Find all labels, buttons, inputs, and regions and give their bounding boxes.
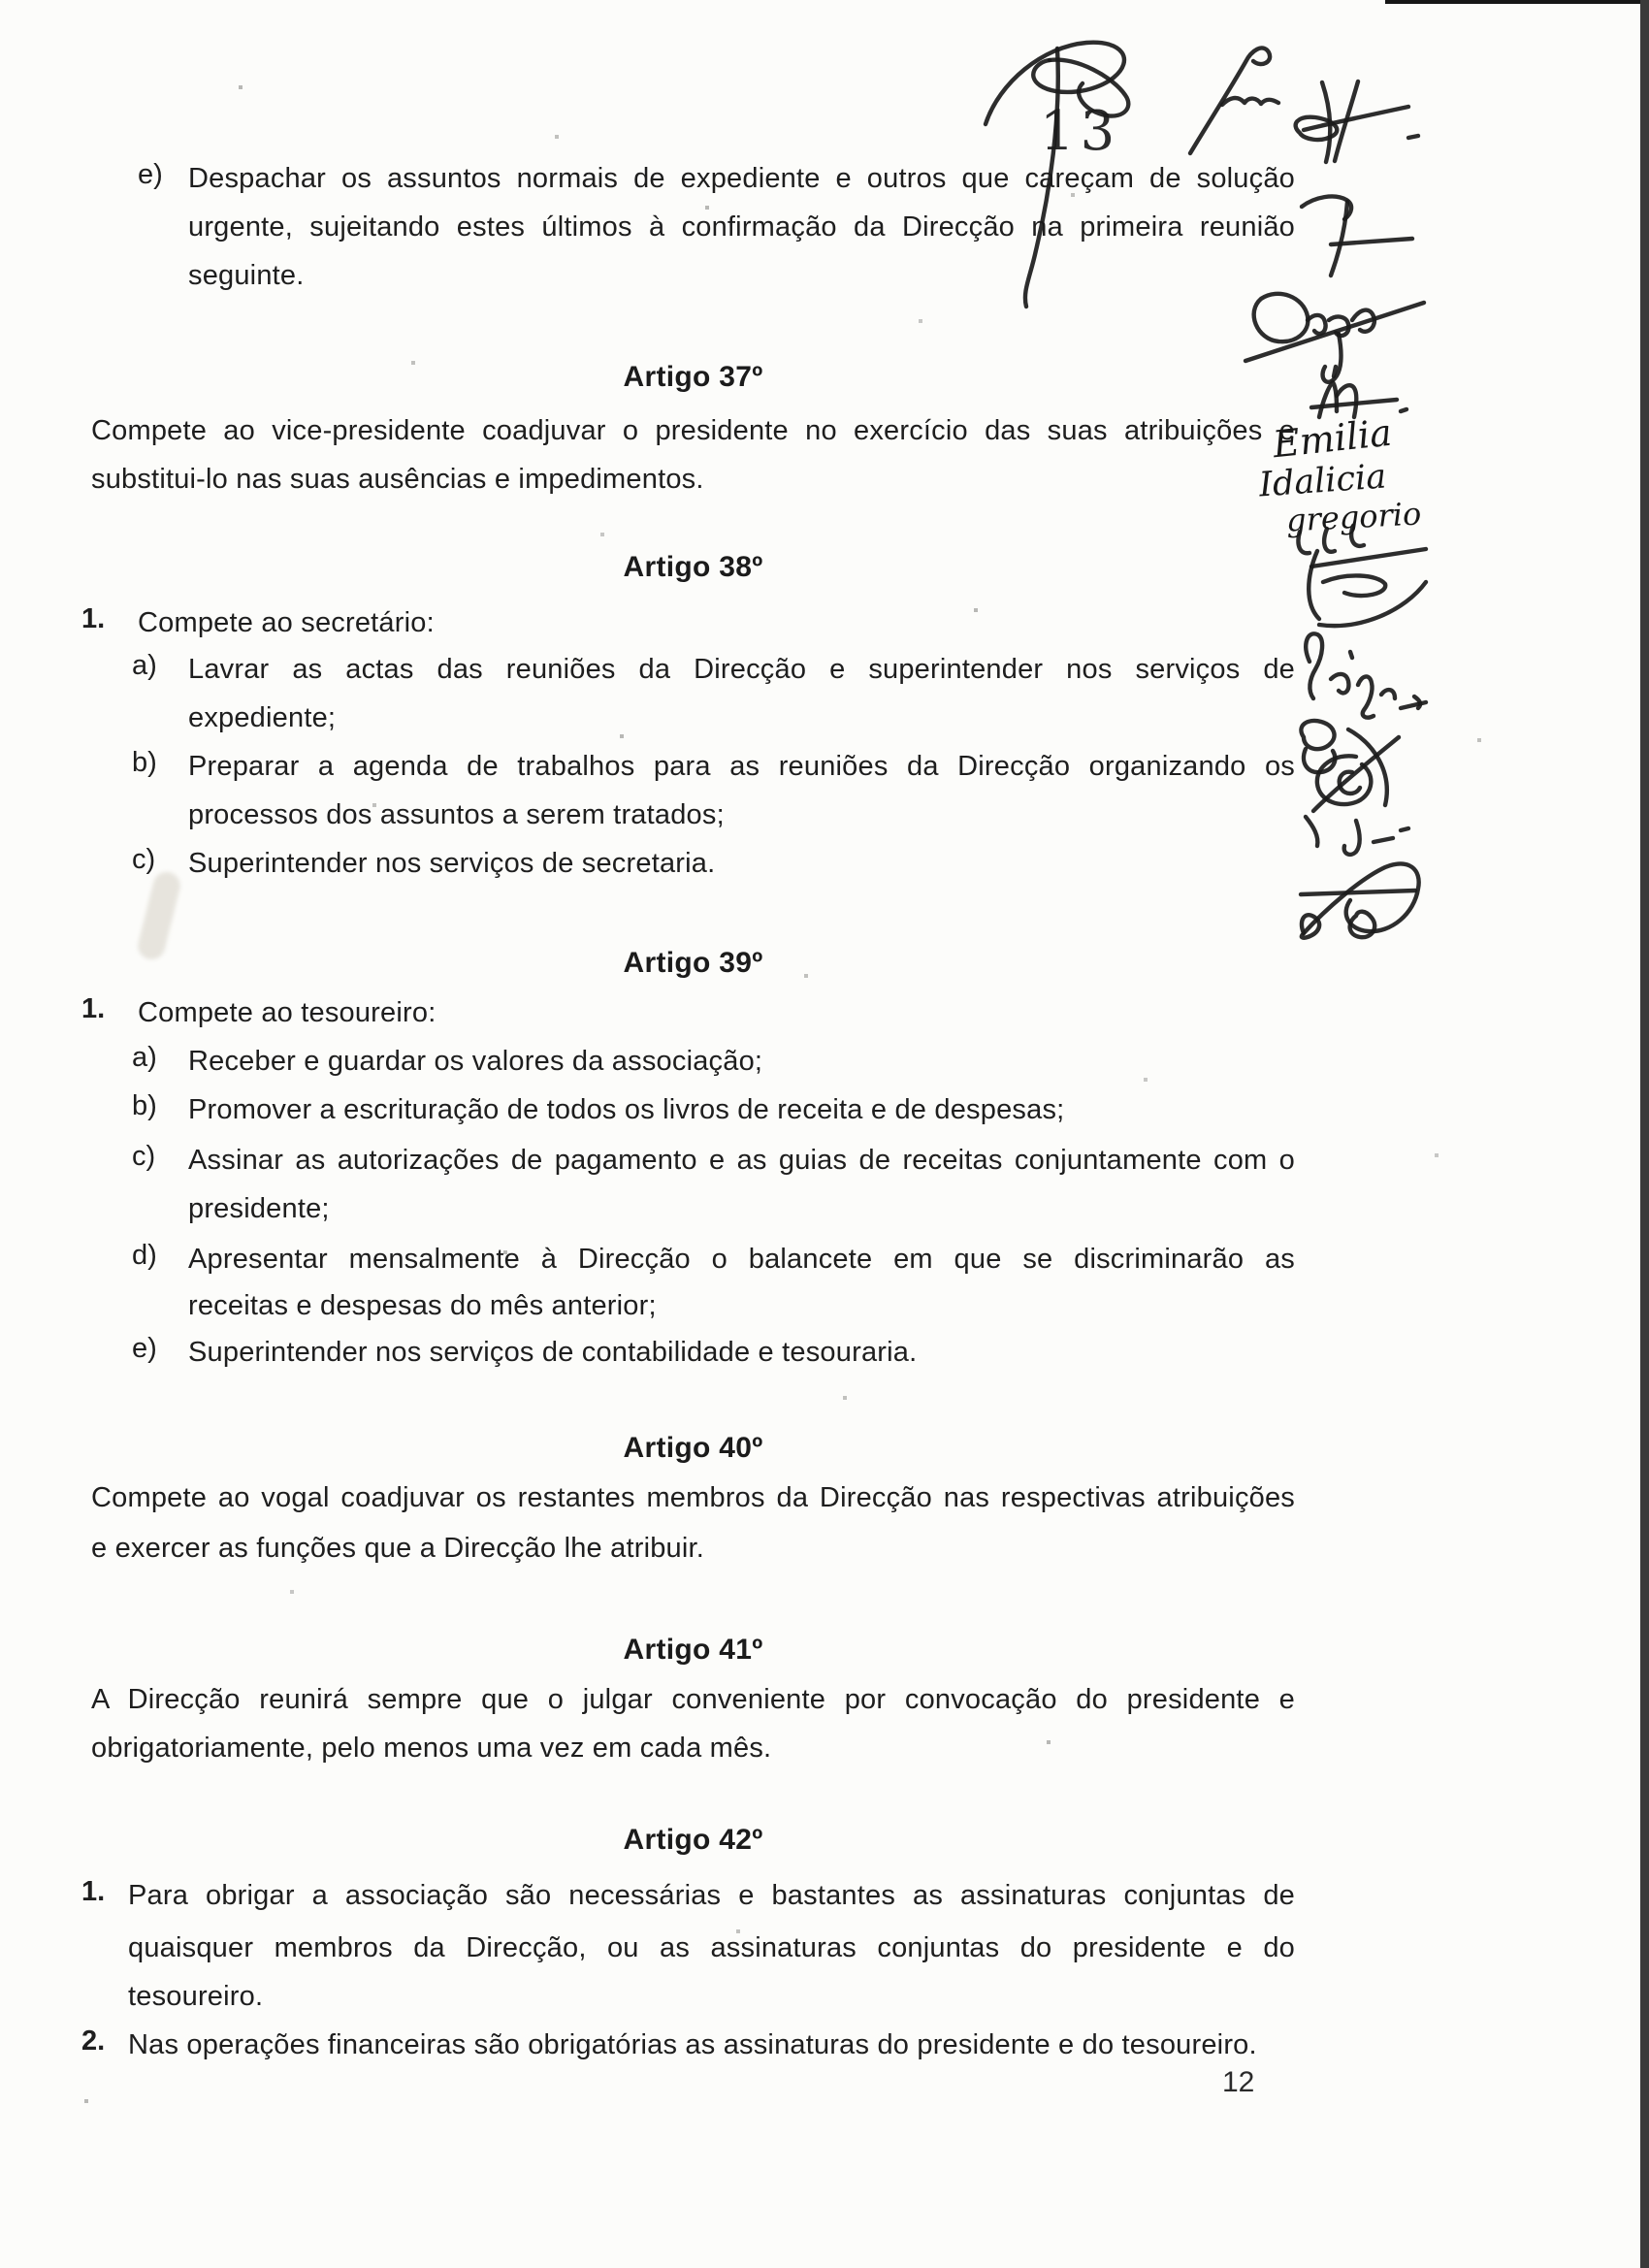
artigo-39-b-label: b): [132, 1090, 157, 1121]
artigo-38-a-line-2: expediente;: [188, 702, 337, 733]
artigo-38-b-line-2: processos dos assuntos a serem tratados;: [188, 799, 725, 830]
artigo-42-item-1-line-1: Para obrigar a associação são necessárias e bastantes as assinaturas conjuntas de: [128, 1880, 1295, 1911]
artigo-41-title: Artigo 41º: [623, 1634, 763, 1666]
artigo-42-item-1-number: 1.: [81, 1876, 106, 1907]
page-number: 12: [1222, 2066, 1255, 2098]
artigo-40-line-1: Compete ao vogal coadjuvar os restantes membros da Direcção nas respectivas atribuições: [91, 1482, 1295, 1513]
artigo-39-intro: Compete ao tesoureiro:: [138, 997, 436, 1028]
signature-scribble-p-li: [1306, 633, 1426, 717]
item-e-line-3: seguinte.: [188, 260, 305, 291]
artigo-42-item-1-line-3: tesoureiro.: [128, 1981, 264, 2012]
artigo-41-line-1: A Direcção reunirá sempre que o julgar conveniente por convocação do presidente e: [91, 1684, 1295, 1715]
scan-speckles: [0, 0, 2, 2]
artigo-39-c-line-2: presidente;: [188, 1193, 330, 1224]
signature-scribble-seven: [1302, 196, 1412, 275]
artigo-38-item-number: 1.: [81, 603, 106, 634]
signature-scribble-ji: [1306, 817, 1408, 855]
artigo-39-c-label: c): [132, 1141, 156, 1172]
artigo-42-title: Artigo 42º: [623, 1824, 763, 1856]
item-e-line-2: urgente, sujeitando estes últimos à confirmação da Direcção na primeira reunião: [188, 211, 1295, 243]
artigo-42-item-2-number: 2.: [81, 2025, 106, 2057]
artigo-40-line-2: e exercer as funções que a Direcção lhe atribuir.: [91, 1533, 705, 1564]
artigo-39-title: Artigo 39º: [623, 947, 763, 979]
artigo-38-title: Artigo 38º: [623, 551, 763, 583]
artigo-38-a-line-1: Lavrar as actas das reuniões da Direcção e superintender nos serviços de: [188, 654, 1295, 685]
artigo-37-line-2: substitui-lo nas suas ausências e impedimentos.: [91, 464, 704, 495]
signature-name-emilia: Emilia: [1271, 410, 1394, 467]
signature-scribble-b-x: [1301, 721, 1399, 811]
artigo-40-title: Artigo 40º: [623, 1432, 763, 1464]
artigo-41-line-2: obrigatoriamente, pelo menos uma vez em cada mês.: [91, 1733, 772, 1764]
scan-right-edge-artifact: [1640, 0, 1649, 2268]
artigo-39-a-label: a): [132, 1042, 157, 1073]
artigo-42-item-2-line-1: Nas operações financeiras são obrigatórias as assinaturas do presidente e do tesoureiro.: [128, 2029, 1257, 2060]
signature-name-idalicia: Idalicia: [1257, 457, 1388, 505]
signature-scribble-m-crossed: [1311, 367, 1406, 417]
signature-scribble-gm: [1190, 48, 1278, 153]
item-e-line-1: Despachar os assuntos normais de expediente e outros que careçam de solução: [188, 163, 1295, 194]
artigo-38-a-label: a): [132, 650, 157, 681]
signature-scribble-a0: [1301, 863, 1419, 937]
artigo-37-line-1: Compete ao vice-presidente coadjuvar o presidente no exercício das suas atribuições e: [91, 415, 1295, 446]
artigo-39-d-line-1: Apresentar mensalmente à Direcção o balancete em que se discriminarão as: [188, 1244, 1295, 1275]
artigo-38-intro: Compete ao secretário:: [138, 607, 435, 638]
artigo-38-b-line-1: Preparar a agenda de trabalhos para as reuniões da Direcção organizando os: [188, 751, 1295, 782]
artigo-39-a-line-1: Receber e guardar os valores da associação;: [188, 1046, 763, 1077]
artigo-37-title: Artigo 37º: [623, 361, 763, 393]
artigo-38-c-line-1: Superintender nos serviços de secretaria.: [188, 848, 716, 879]
artigo-42-item-1-line-2: quaisquer membros da Direcção, ou as assinaturas conjuntas do presidente e do: [128, 1932, 1295, 1963]
artigo-39-d-line-2: receitas e despesas do mês anterior;: [188, 1290, 657, 1321]
artigo-39-c-line-1: Assinar as autorizações de pagamento e as guias de receitas conjuntamente com o: [188, 1145, 1295, 1176]
artigo-39-d-label: d): [132, 1240, 157, 1271]
signature-name-gregorio: gregorio: [1285, 495, 1423, 539]
signature-scribble-e-swirl: [1309, 549, 1426, 626]
signature-scribble-a-cross: [1296, 81, 1418, 162]
item-e-label: e): [138, 159, 163, 190]
artigo-39-e-line-1: Superintender nos serviços de contabilidade e tesouraria.: [188, 1337, 918, 1368]
artigo-38-b-label: b): [132, 747, 157, 778]
artigo-39-e-label: e): [132, 1333, 157, 1364]
artigo-38-c-label: c): [132, 844, 156, 875]
scan-top-edge-artifact: [1385, 0, 1649, 4]
artigo-39-item-number: 1.: [81, 993, 106, 1024]
overlapping-sheet-number: 13: [1040, 100, 1121, 163]
artigo-39-b-line-1: Promover a escrituração de todos os livros de receita e de despesas;: [188, 1094, 1065, 1125]
